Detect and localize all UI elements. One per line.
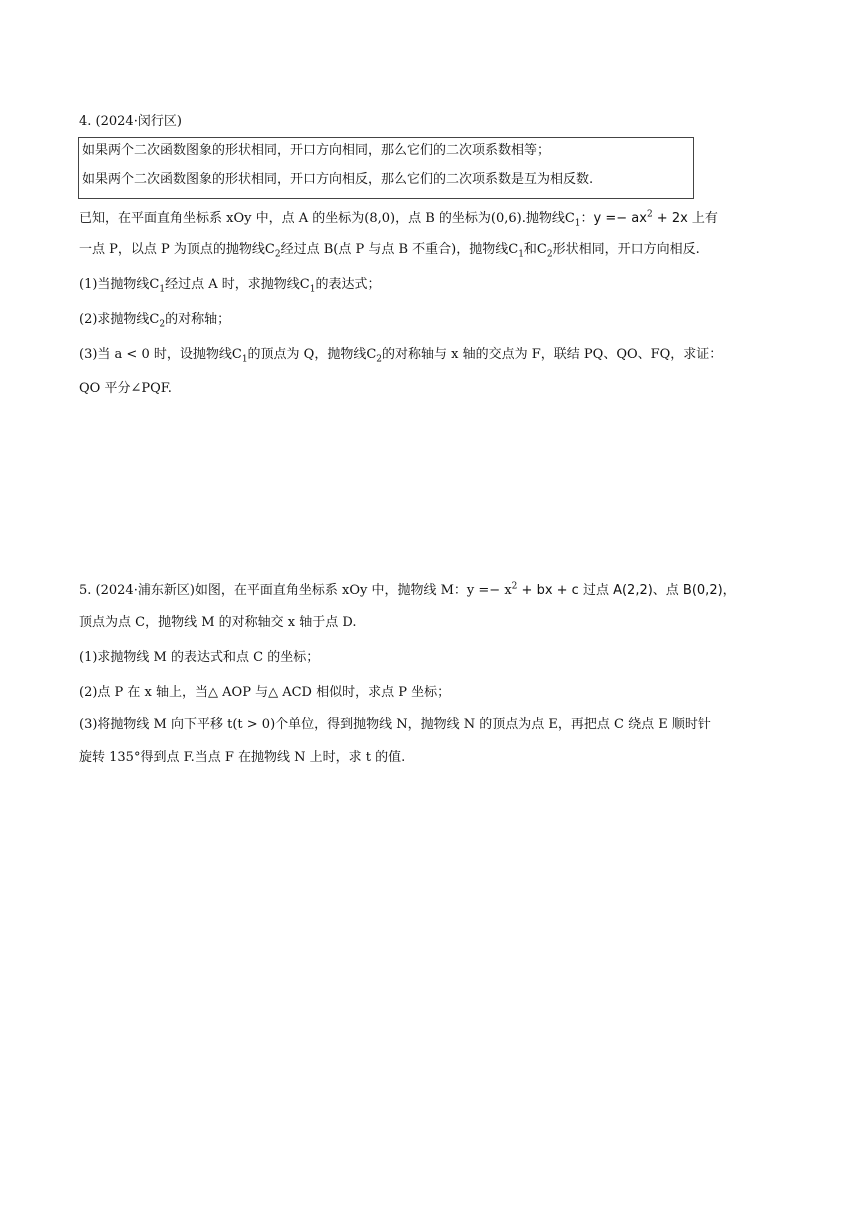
definition-line-2: 如果两个二次函数图象的形状相同，开口方向相反，那么它们的二次项系数是互为相反数. (82, 172, 594, 187)
definition-line-1: 如果两个二次函数图象的形状相同，开口方向相同，那么它们的二次项系数相等； (82, 143, 551, 158)
problem-4-header: 4. (2024·闵行区) (79, 114, 182, 129)
problem-5-question-3: (3)将抛物线 M 向下平移 t(t > 0)个单位，得到抛物线 N，抛物线 N 的顶点为点 E，再把点 C 绕点 E 顺时针 (79, 717, 711, 732)
problem-5-question-1: (1)求抛物线 M 的表达式和点 C 的坐标； (79, 650, 320, 665)
problem-5-stem-line-2: 顶点为点 C，抛物线 M 的对称轴交 x 轴于点 D. (79, 615, 357, 630)
problem-4-question-2: (2)求抛物线$C_2$的对称轴； (79, 312, 231, 330)
problem-5-question-2: (2)点 P 在 x 轴上，当△ AOP 与△ ACD 相似时，求点 P 坐标； (79, 685, 451, 700)
problem-4-stem-line-2: 一点 P，以点 P 为顶点的抛物线$C_2$经过点 B(点 P 与点 B 不重合)，抛物线$C_1$和$C_2$形状相同，开口方向相反. (79, 242, 700, 260)
problem-4-stem-line-1: 已知，在平面直角坐标系 xOy 中，点 A 的坐标为(8,0)，点 B 的坐标为(0,6).抛物线$C_1$：$y =- ax^2 + 2x$ 上有 (79, 209, 718, 229)
problem-4-question-1: (1)当抛物线$C_1$经过点 A 时，求抛物线$C_1$的表达式； (79, 277, 381, 295)
problem-5-question-3-cont: 旋转 135°得到点 F.当点 F 在抛物线 N 上时，求 t 的值. (79, 750, 406, 765)
problem-4-question-3: (3)当 a < 0 时，设抛物线$C_1$的顶点为 Q，抛物线$C_2$的对称轴与 x 轴的交点为 F，联结 PQ、QO、FQ，求证： (79, 347, 723, 365)
problem-5-stem-line-1: 5. (2024·浦东新区)如图，在平面直角坐标系 xOy 中，抛物线 M：$y =- x^2$ + bx + c 过点 A(2,2)、点 B(0,2)， (79, 581, 736, 598)
definition-box (78, 137, 694, 199)
problem-4-question-3-cont: QO 平分∠PQF. (79, 381, 172, 396)
